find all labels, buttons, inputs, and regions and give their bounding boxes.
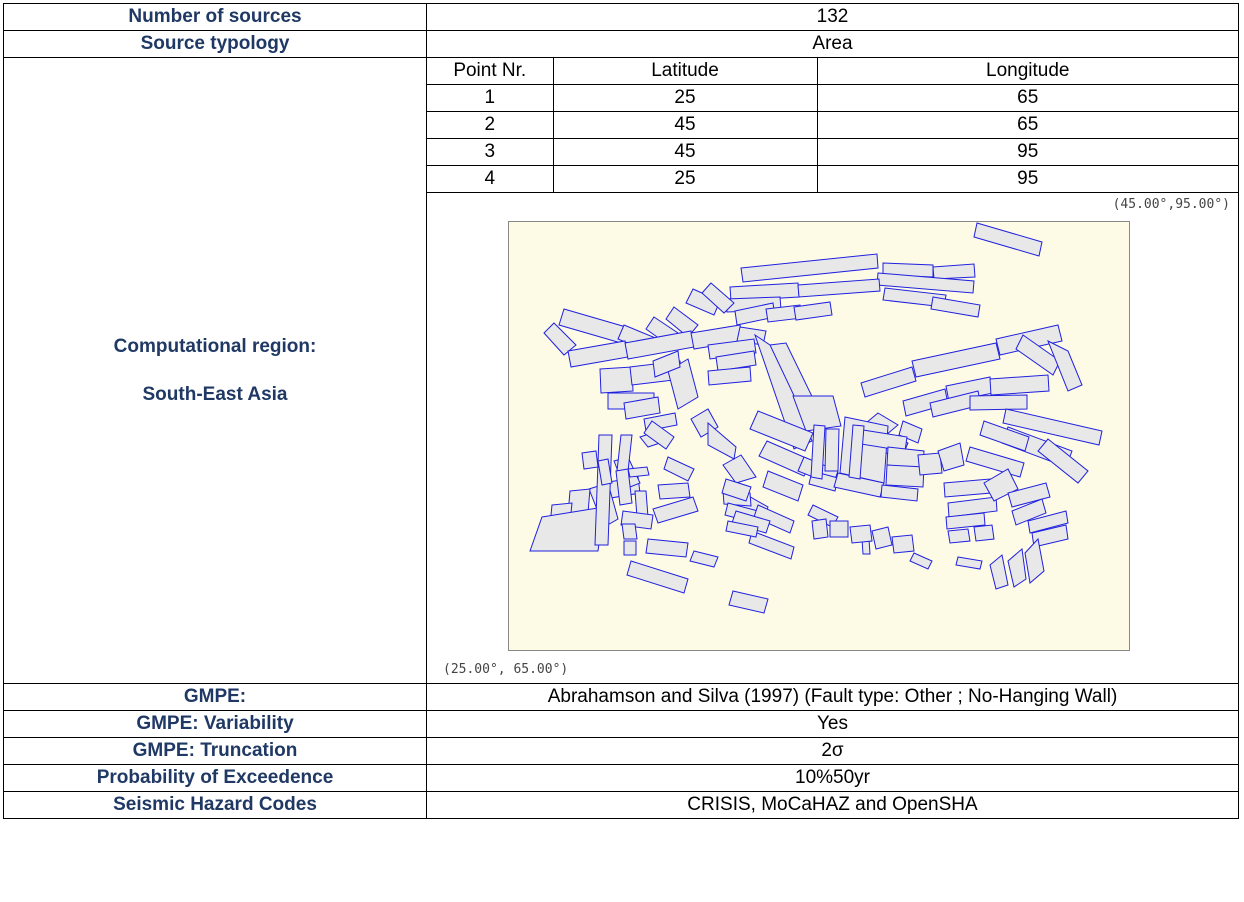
- row-seismic-hazard-codes: [4, 792, 1239, 819]
- gmpe-variability-value: Yes: [427, 711, 1239, 738]
- source-zone-polygon: [812, 519, 828, 539]
- points-row: [427, 85, 1238, 112]
- point-nr-cell: 4: [427, 166, 553, 193]
- latitude-cell: 45: [553, 139, 817, 166]
- points-row: [427, 112, 1238, 139]
- seismic-input-table: [3, 3, 1239, 819]
- row-number-of-sources: [4, 4, 1239, 31]
- number-of-sources-label: Number of sources: [4, 4, 427, 31]
- number-of-sources-value: 132: [427, 4, 1239, 31]
- source-zone-polygon: [850, 525, 872, 543]
- source-zone-polygon: [811, 425, 825, 479]
- gmpe-label: GMPE:: [4, 684, 427, 711]
- point-nr-cell: 1: [427, 85, 553, 112]
- row-source-typology: [4, 31, 1239, 58]
- points-header-row: [427, 58, 1238, 85]
- source-zone-polygon: [825, 429, 839, 471]
- source-map-container: [427, 193, 1238, 683]
- source-zone-polygon: [886, 465, 924, 487]
- longitude-header: Longitude: [817, 58, 1238, 85]
- source-typology-value: Area: [427, 31, 1239, 58]
- probability-label: Probability of Exceedence: [4, 765, 427, 792]
- codes-label: Seismic Hazard Codes: [4, 792, 427, 819]
- source-zone-polygon: [872, 527, 892, 549]
- source-zone-polygon: [974, 525, 994, 541]
- row-gmpe-variability: [4, 711, 1239, 738]
- point-nr-cell: 3: [427, 139, 553, 166]
- region-label-line1: Computational region:: [113, 335, 317, 357]
- source-zone-polygon: [990, 375, 1049, 395]
- computational-region-label: [4, 58, 427, 684]
- computational-region-content: [427, 58, 1239, 684]
- gmpe-variability-label: GMPE: Variability: [4, 711, 427, 738]
- latitude-cell: 25: [553, 166, 817, 193]
- source-zone-map: [508, 221, 1130, 651]
- source-zone-polygon: [933, 264, 975, 279]
- row-computational-region: [4, 58, 1239, 684]
- source-zone-polygon: [892, 535, 914, 553]
- point-nr-header: Point Nr.: [427, 58, 553, 85]
- points-row: [427, 166, 1238, 193]
- row-gmpe-truncation: [4, 738, 1239, 765]
- source-zone-polygon: [624, 541, 636, 555]
- source-typology-label: Source typology: [4, 31, 427, 58]
- point-nr-cell: 2: [427, 112, 553, 139]
- probability-value: 10%50yr: [427, 765, 1239, 792]
- map-ne-corner-label: (45.00°,95.00°): [1112, 197, 1230, 212]
- latitude-header: Latitude: [553, 58, 817, 85]
- region-label-line2: South-East Asia: [142, 383, 288, 405]
- source-zone-polygon: [918, 453, 942, 475]
- source-zone-polygon: [658, 483, 690, 499]
- points-row: [427, 139, 1238, 166]
- source-zone-map-svg: [508, 221, 1130, 651]
- source-zone-polygon: [628, 467, 649, 477]
- longitude-cell: 65: [817, 85, 1238, 112]
- row-probability-of-exceedence: [4, 765, 1239, 792]
- latitude-cell: 45: [553, 112, 817, 139]
- source-zone-polygon: [622, 524, 637, 539]
- region-points-table: [427, 58, 1238, 193]
- source-zone-polygon: [582, 451, 598, 469]
- longitude-cell: 95: [817, 166, 1238, 193]
- map-sw-corner-label: (25.00°, 65.00°): [443, 662, 569, 677]
- longitude-cell: 95: [817, 139, 1238, 166]
- codes-value: CRISIS, MoCaHAZ and OpenSHA: [427, 792, 1239, 819]
- source-zone-polygon: [600, 367, 633, 393]
- source-zone-polygon: [830, 521, 848, 537]
- longitude-cell: 65: [817, 112, 1238, 139]
- source-zone-polygon: [970, 395, 1027, 410]
- source-zone-polygon: [948, 529, 970, 543]
- gmpe-truncation-value: 2σ: [427, 738, 1239, 765]
- gmpe-truncation-label: GMPE: Truncation: [4, 738, 427, 765]
- row-gmpe: [4, 684, 1239, 711]
- gmpe-value: Abrahamson and Silva (1997) (Fault type: Other ; No-Hanging Wall): [427, 684, 1239, 711]
- latitude-cell: 25: [553, 85, 817, 112]
